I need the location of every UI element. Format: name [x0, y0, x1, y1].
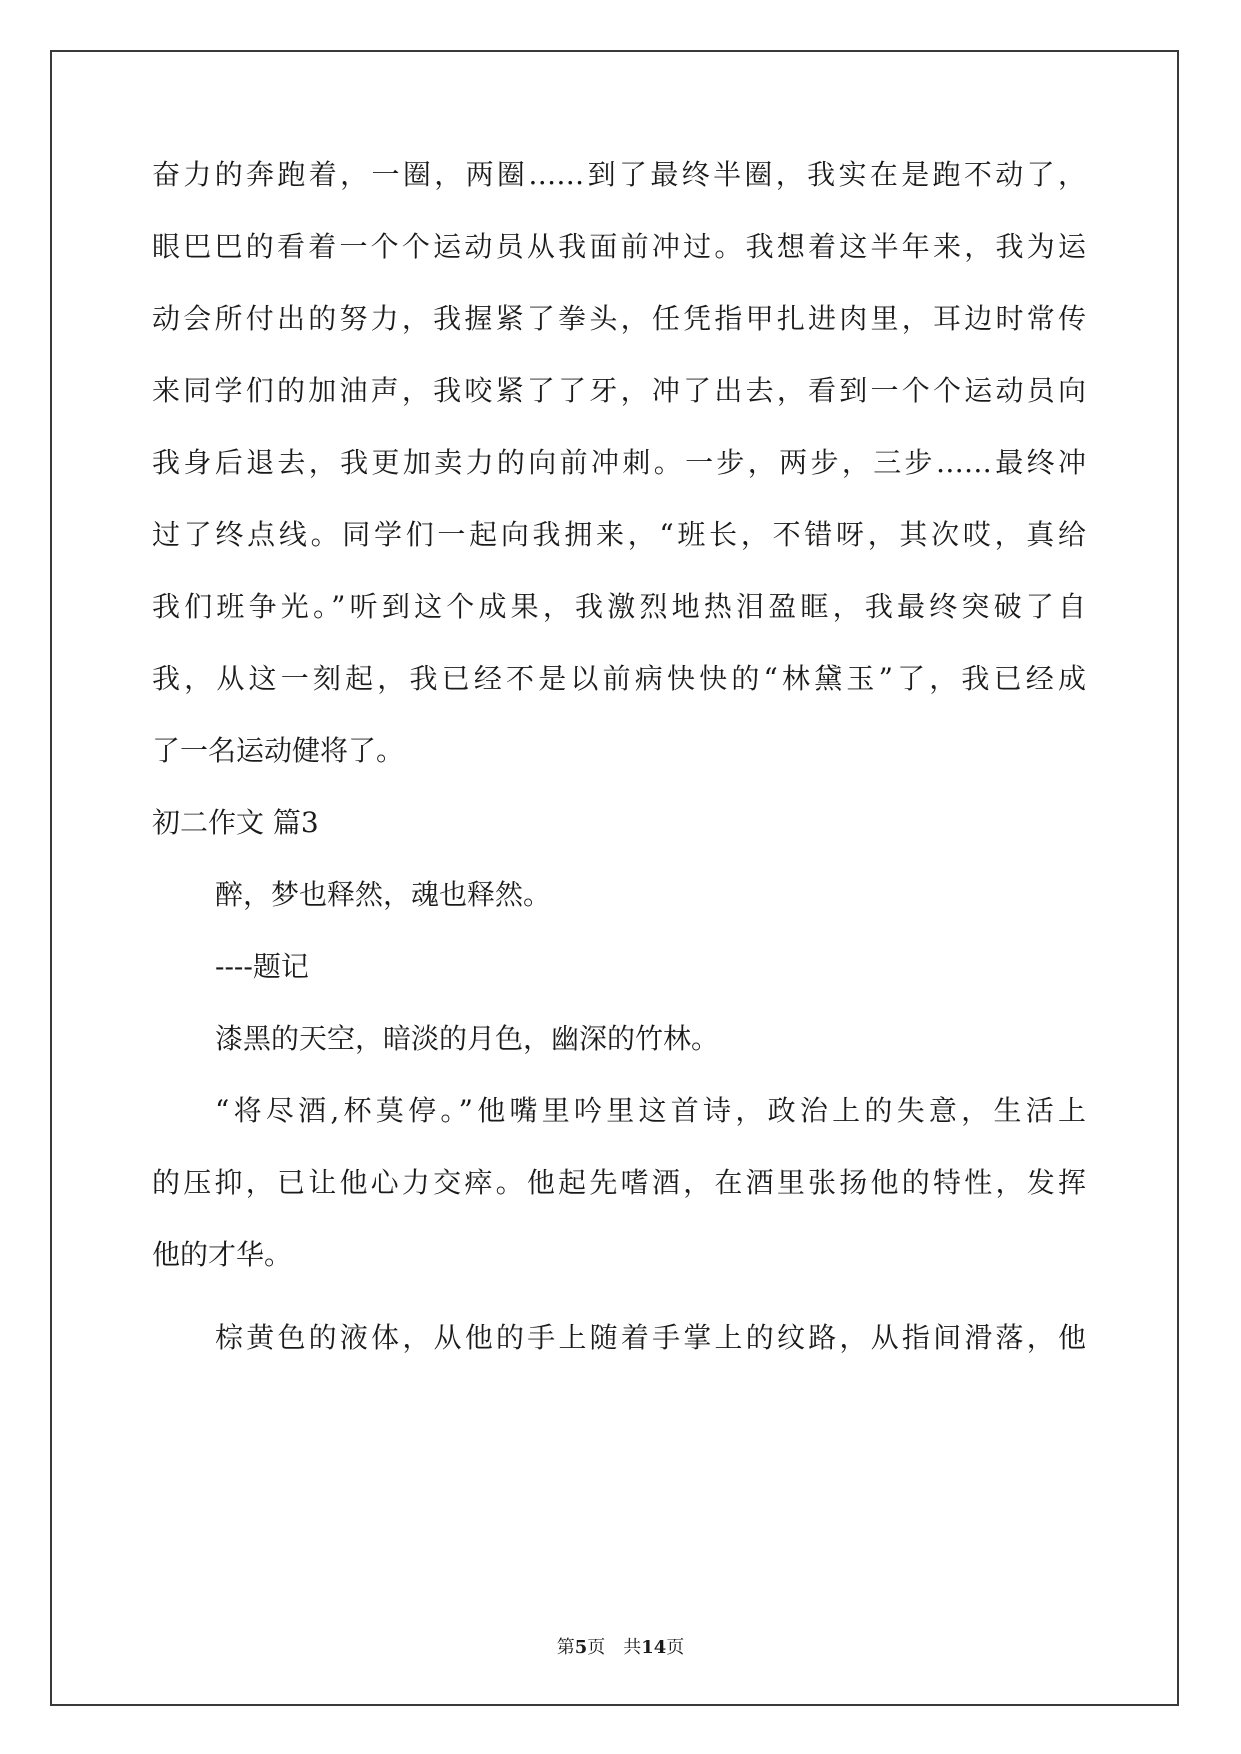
total-page-number: 14 [641, 1637, 667, 1658]
body-line: 我，从这一刻起，我已经不是以前病快快的“林黛玉”了，我已经成 [152, 662, 1086, 695]
body-line: 过了终点线。同学们一起向我拥来，“班长，不错呀，其次哎，真给 [152, 518, 1086, 551]
footer-prefix: 第 [556, 1637, 575, 1658]
section-heading: 初二作文 篇3 [152, 806, 319, 839]
footer-suffix: 页 [666, 1637, 685, 1658]
body-line: “将尽酒,杯莫停。”他嘴里吟里这首诗，政治上的失意，生活上 [215, 1094, 1086, 1127]
body-line: 我们班争光。”听到这个成果，我激烈地热泪盈眶，我最终突破了自 [152, 590, 1086, 623]
page-footer [0, 1636, 1241, 1660]
body-line: 了一名运动健将了。 [152, 734, 405, 767]
current-page-number: 5 [574, 1637, 588, 1658]
body-line: 的压抑，已让他心力交瘁。他起先嗜酒，在酒里张扬他的特性，发挥 [152, 1166, 1086, 1199]
body-line: 我身后退去，我更加卖力的向前冲刺。一步，两步，三步……最终冲 [152, 446, 1086, 479]
body-line: 他的才华。 [152, 1238, 293, 1271]
body-line: 动会所付出的努力，我握紧了拳头，任凭指甲扎进肉里，耳边时常传 [152, 302, 1086, 335]
body-line: 漆黑的天空，暗淡的月色，幽深的竹林。 [215, 1022, 720, 1055]
body-line: 棕黄色的液体，从他的手上随着手掌上的纹路，从指间滑落，他 [215, 1321, 1086, 1354]
epigraph: 醉，梦也释然，魂也释然。 [215, 878, 552, 911]
body-line: 奋力的奔跑着，一圈，两圈……到了最终半圈，我实在是跑不动了， [152, 158, 1086, 191]
footer-middle: 页 共 [587, 1637, 642, 1658]
epigraph-attribution: ----题记 [215, 950, 309, 983]
body-line: 眼巴巴的看着一个个运动员从我面前冲过。我想着这半年来，我为运 [152, 230, 1086, 263]
body-line: 来同学们的加油声，我咬紧了了牙，冲了出去，看到一个个运动员向 [152, 374, 1086, 407]
